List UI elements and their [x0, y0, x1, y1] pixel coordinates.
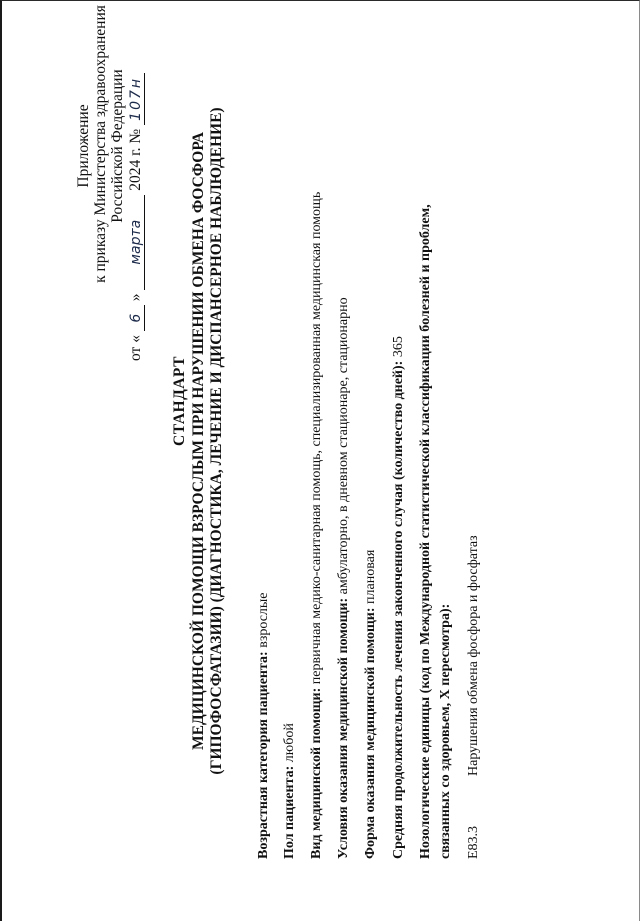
duration-label: Средняя продолжительность лечения законченного случая (количество дней):	[391, 360, 406, 859]
nosology-name: Нарушения обмена фосфора и фосфатаз	[466, 535, 481, 776]
field-nosology-line1	[417, 204, 435, 859]
standard-subtitle-1: МЕДИЦИНСКОЙ ПОМОЩИ ВЗРОСЛЫМ ПРИ НАРУШЕНИИ ОБМЕНА ФОСФОРА	[190, 132, 207, 751]
care-form-value: плановая	[363, 549, 378, 604]
sex-value: любой	[282, 723, 297, 763]
approval-appendix: Приложение	[75, 104, 92, 188]
field-nosology-line2	[437, 604, 455, 859]
approval-federation: Российской Федерации	[109, 69, 126, 223]
approval-date-line	[126, 41, 146, 361]
care-kind-value: первичная медико-санитарная помощь, специализированная медицинская помощь	[309, 191, 324, 685]
age-label: Возрастная категория пациента:	[256, 651, 271, 859]
handwritten-order-number: 107н	[128, 73, 145, 125]
field-care-conditions	[335, 297, 353, 859]
sex-label: Пол пациента:	[282, 765, 297, 859]
field-duration	[390, 336, 408, 859]
care-conditions-value: амбулаторно, в дневном стационаре, стационарно	[336, 297, 351, 595]
field-sex	[281, 723, 299, 859]
duration-value: 365	[391, 336, 406, 358]
nosology-label-2: связанных со здоровьем, X пересмотра):	[438, 603, 453, 859]
approval-ministry: к приказу Министерства здравоохранения	[92, 5, 109, 283]
nosology-code: E83.3	[466, 825, 481, 859]
handwritten-day: 6	[128, 305, 145, 331]
field-care-form	[362, 550, 380, 859]
standard-title: СТАНДАРТ	[171, 356, 188, 446]
age-value: взрослые	[256, 592, 271, 648]
care-conditions-label: Условия оказания медицинской помощи:	[336, 597, 351, 859]
handwritten-month: марта	[128, 195, 145, 290]
date-prefix: от «	[127, 335, 144, 361]
nosology-label-1: Нозологические единицы (код по Международной статистической классификации болезней и проблем,	[418, 204, 433, 859]
date-year: 2024 г. №	[127, 128, 144, 191]
date-mid: »	[127, 293, 144, 302]
field-care-kind	[308, 192, 326, 859]
standard-subtitle-2: (ГИПОФОСФАТАЗИИ) (ДИАГНОСТИКА, ЛЕЧЕНИЕ И ДИСПАНСЕРНОЕ НАБЛЮДЕНИЕ)	[208, 107, 225, 775]
field-age	[255, 592, 273, 859]
care-kind-label: Вид медицинской помощи:	[309, 687, 324, 859]
care-form-label: Форма оказания медицинской помощи:	[363, 607, 378, 859]
